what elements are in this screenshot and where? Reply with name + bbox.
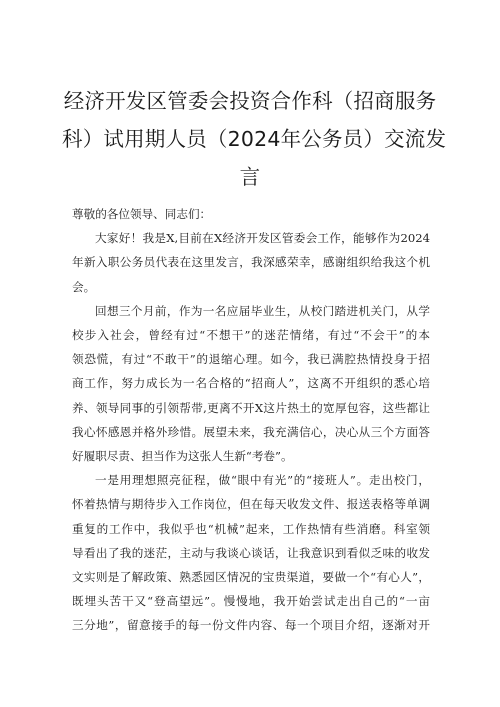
paragraph-line: 校步入社会，曾经有过“不想干”的迷茫情绪，有过“不会干”的本 bbox=[72, 328, 430, 343]
paragraph-line: 我心怀感恩并格外珍惜。展望未来，我充满信心，决心从三个方面答 bbox=[72, 424, 430, 439]
paragraph-line: 商工作，努力成长为一名合格的“招商人”，这离不开组织的悉心培 bbox=[72, 376, 430, 391]
paragraph-line: 好履职尽责、担当作为这张人生新“考卷”。 bbox=[72, 449, 293, 464]
paragraph-point-one bbox=[72, 468, 430, 637]
paragraph-line: 导看出了我的迷茫，主动与我谈心谈话，让我意识到看似乏味的收发 bbox=[72, 545, 430, 560]
paragraph-line: 养、领导同事的引领帮带,更离不开X这片热土的宽厚包容，这些都让 bbox=[72, 400, 430, 415]
document-body bbox=[72, 202, 430, 638]
paragraph-recollection bbox=[72, 299, 430, 468]
paragraph-line: 三分地”，留意接手的每一份文件内容、每一个项目介绍，逐渐对开 bbox=[72, 618, 430, 633]
title-line-2: 科）试用期人员（2024年公务员）交流发 bbox=[62, 127, 447, 151]
paragraph-line: 一是用理想照亮征程，做“眼中有光”的“接班人”。走出校门， bbox=[95, 473, 430, 488]
document-title bbox=[62, 82, 447, 196]
paragraph-greeting bbox=[72, 226, 430, 299]
paragraph-line: 年新入职公务员代表在这里发言，我深感荣幸，感谢组织给我这个机 bbox=[72, 255, 430, 270]
title-line-1: 经济开发区管委会投资合作科（招商服务 bbox=[63, 89, 437, 113]
salutation: 尊敬的各位领导、同志们： bbox=[72, 207, 212, 221]
paragraph-line: 回想三个月前，作为一名应届毕业生，从校门踏进机关门，从学 bbox=[95, 303, 430, 318]
paragraph-line: 既埋头苦干又“登高望远”。慢慢地，我开始尝试走出自己的“一亩 bbox=[72, 594, 430, 609]
paragraph-line: 文实则是了解政策、熟悉园区情况的宝贵渠道，要做一个“有心人”， bbox=[72, 570, 430, 585]
paragraph-line: 领恐慌，有过“不敢干”的退缩心理。如今，我已满腔热情投身于招 bbox=[72, 352, 430, 367]
paragraph-line: 重复的工作中，我似乎也“机械”起来，工作热情有些消磨。科室领 bbox=[72, 521, 430, 536]
title-line-3: 言 bbox=[239, 165, 261, 189]
paragraph-line: 大家好！我是X,目前在X经济开发区管委会工作，能够作为2024 bbox=[95, 231, 430, 246]
paragraph-line: 会。 bbox=[72, 279, 96, 294]
paragraph-line: 怀着热情与期待步入工作岗位，但在每天收发文件、报送表格等单调 bbox=[72, 497, 430, 512]
